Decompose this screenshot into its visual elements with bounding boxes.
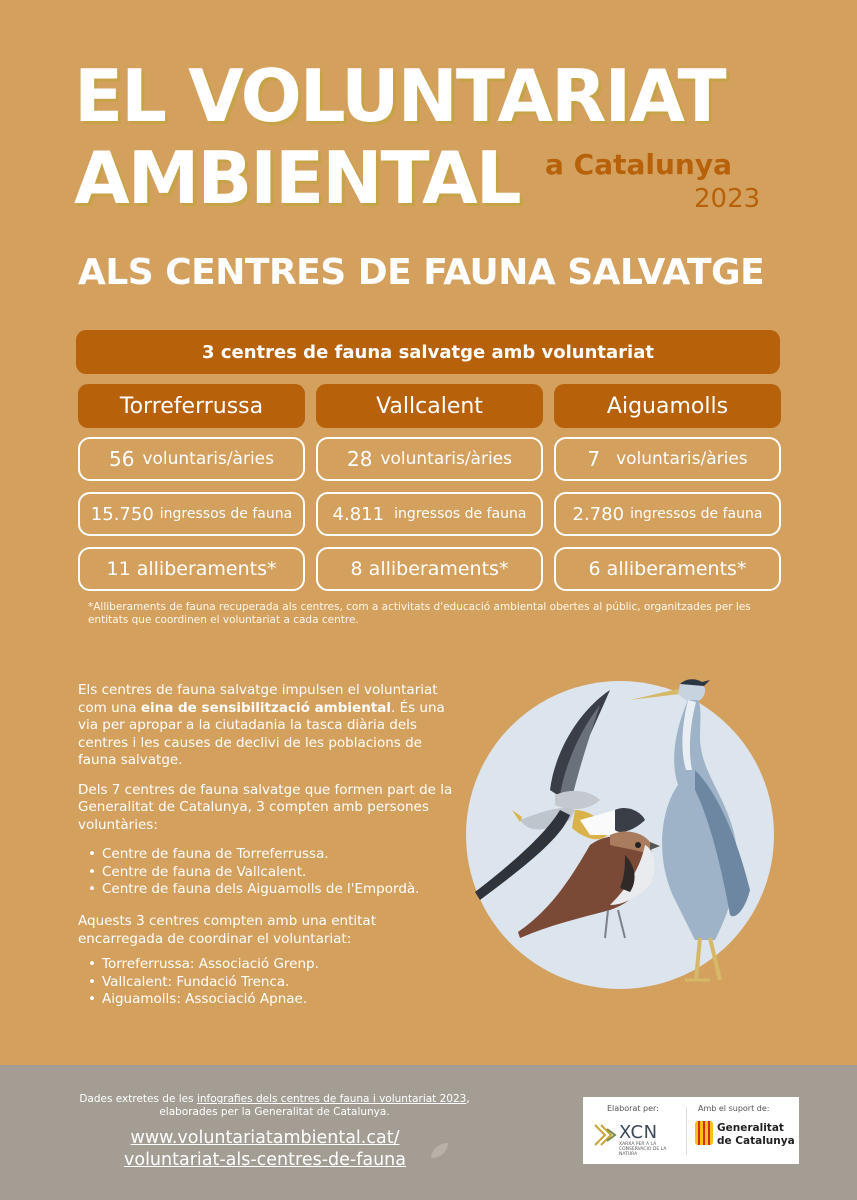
volunteers-stat-aiguamolls [554, 437, 781, 481]
centres-paragraph: Dels 7 centres de fauna salvatge que formen part de la Generalitat de Catalunya, 3 compten amb persones voluntàries: [78, 781, 453, 833]
footer-note-text: Dades extretes de les [79, 1093, 197, 1105]
centres-list [78, 846, 458, 899]
generalitat-logo-icon [695, 1121, 713, 1145]
volunteers-stat-torreferrussa [78, 437, 305, 481]
generalitat-line-2: de Catalunya [717, 1134, 795, 1147]
admissions-stat-vallcalent [316, 492, 543, 536]
list-item: • Vallcalent: Fundació Trenca. [78, 974, 458, 992]
admissions-label: ingressos de fauna [394, 506, 527, 522]
footer-note-text-end: , elaborades per la Generalitat de Catalunya. [159, 1093, 470, 1119]
section-heading: ALS CENTRES DE FAUNA SALVATGE [78, 252, 765, 293]
url-line-2[interactable]: voluntariat-als-centres-de-fauna [124, 1149, 406, 1170]
admissions-stat-aiguamolls [554, 492, 781, 536]
centre-name-torreferrussa: Torreferrussa [78, 384, 305, 428]
url-line-1[interactable]: www.voluntariatambiental.cat/ [130, 1128, 400, 1148]
footer-source-note [72, 1093, 477, 1119]
list-item: • Torreferrussa: Associació Grenp. [78, 956, 458, 974]
birds-illustration [460, 670, 790, 990]
releases-footnote: *Alliberaments de fauna recuperada als centres, com a activitats d'educació ambiental obertes al públic, organitzades per les entitats que coordinen el voluntariat a cada centre. [88, 601, 751, 627]
title-line-2: AMBIENTAL [74, 136, 520, 220]
logos-divider [686, 1107, 687, 1155]
generalitat-name [717, 1122, 795, 1147]
intro-paragraph [78, 682, 458, 770]
centre-name-aiguamolls: Aiguamolls [554, 384, 781, 428]
volunteers-value: 56 [108, 447, 135, 471]
list-item: • Centre de fauna de Vallcalent. [78, 864, 458, 882]
admissions-value: 4.811 [332, 503, 385, 525]
entities-paragraph: Aquests 3 centres compten amb una entitat encarregada de coordinar el voluntariat: [78, 913, 376, 947]
infographics-link[interactable]: infografies dels centres de fauna i voluntariat 2023 [196, 1093, 467, 1105]
centre-name-vallcalent: Vallcalent [316, 384, 543, 428]
list-item: • Aiguamolls: Associació Apnae. [78, 991, 458, 1009]
volunteers-stat-vallcalent [316, 437, 543, 481]
xcn-subtitle: XARXA PER A LA CONSERVACIÓ DE LA NATURA [619, 1142, 667, 1157]
logos-panel [583, 1097, 799, 1164]
list-item: • Centre de fauna dels Aiguamolls de l'Empordà. [78, 881, 458, 899]
admissions-value: 2.780 [572, 503, 625, 525]
releases-stat-aiguamolls: 6 alliberaments* [554, 547, 781, 591]
admissions-stat-torreferrussa [78, 492, 305, 536]
volunteers-value: 28 [346, 447, 373, 471]
made-by-label: Elaborat per: [607, 1104, 659, 1113]
subtitle-region: a Catalunya [545, 148, 732, 181]
releases-stat-vallcalent: 8 alliberaments* [316, 547, 543, 591]
list-item: • Centre de fauna de Torreferrussa. [78, 846, 458, 864]
volunteers-label: voluntaris/àries [616, 449, 748, 469]
title-line-1: EL VOLUNTARIAT [74, 54, 725, 138]
body-text [78, 682, 458, 1023]
intro-text-end: . És una via per apropar a la ciutadania la tasca diària dels centres i les causes de declivi de les poblacions de fauna salvatge. [78, 699, 445, 769]
footer-url[interactable] [100, 1128, 430, 1172]
xcn-name: XCN [619, 1122, 658, 1143]
leaf-icon [428, 1140, 450, 1162]
support-label: Amb el suport de: [698, 1104, 770, 1113]
intro-bold-text: eina de sensibilització ambiental [140, 699, 391, 716]
volunteers-label: voluntaris/àries [380, 449, 512, 469]
admissions-value: 15.750 [90, 503, 154, 525]
admissions-label: ingressos de fauna [630, 506, 763, 522]
subtitle-year: 2023 [694, 184, 761, 214]
releases-stat-torreferrussa: 11 alliberaments* [78, 547, 305, 591]
volunteers-value: 7 [587, 447, 601, 471]
summary-banner: 3 centres de fauna salvatge amb voluntariat [76, 330, 780, 374]
volunteers-label: voluntaris/àries [142, 449, 274, 469]
generalitat-line-1: Generalitat [717, 1122, 784, 1134]
admissions-label: ingressos de fauna [159, 506, 293, 522]
intro-text: Els centres de fauna salvatge impulsen el voluntariat com una [78, 682, 438, 716]
xcn-logo-icon [593, 1121, 617, 1149]
entities-list [78, 956, 458, 1009]
